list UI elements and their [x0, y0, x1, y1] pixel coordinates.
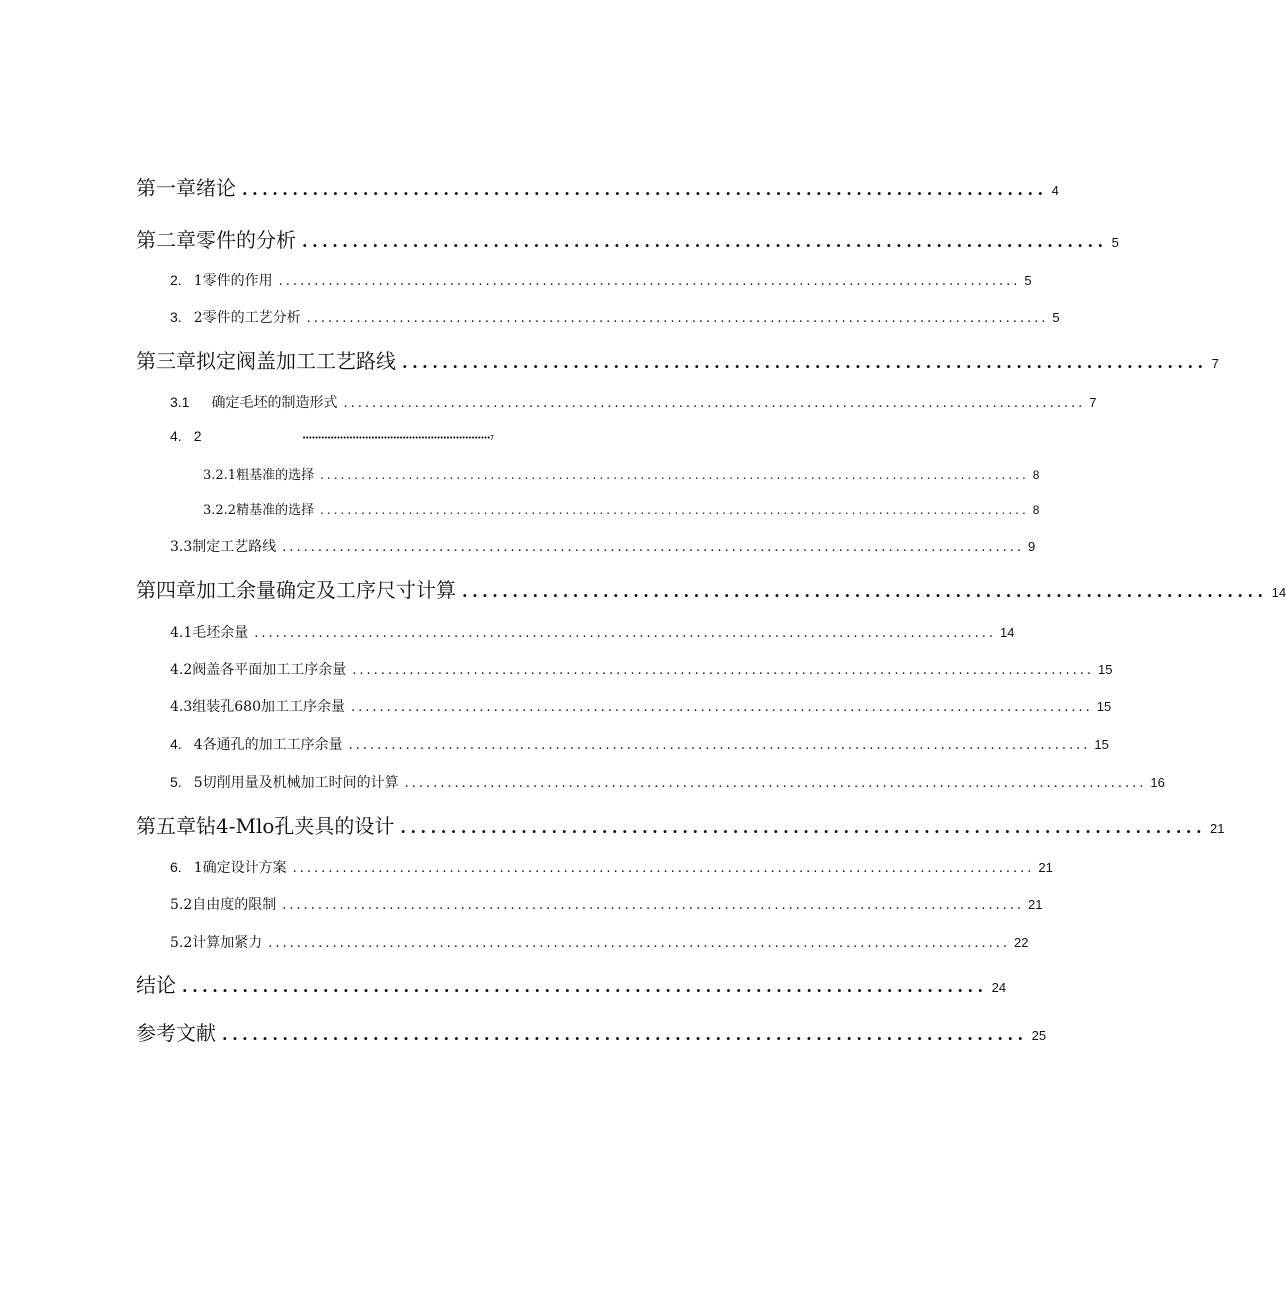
toc-title: 参考文献: [136, 1021, 216, 1045]
toc-chapter-1[interactable]: [136, 172, 1059, 201]
toc-number: 3.: [170, 309, 182, 325]
toc-number: 3.1: [170, 394, 190, 410]
toc-number: 4.: [170, 736, 182, 752]
garbled-dot-leader: ••••••••••••••••••••••••••••••••••••••••••••••••••••••••••••7: [302, 434, 494, 442]
toc-title-text: 5切削用量及机械加工时间的计算: [193, 775, 399, 791]
toc-title-text: 1确定设计方案: [193, 860, 287, 876]
dot-leader: ........................................................................................................: [343, 396, 1086, 411]
toc-title-text: 4各通孔的加工工序余量: [193, 737, 343, 753]
toc-page-number: 5: [1024, 273, 1032, 288]
toc-title: 结论: [136, 973, 176, 997]
toc-chapter-5[interactable]: [136, 810, 1225, 839]
toc-number: 5.: [170, 774, 182, 790]
toc-page-number: 25: [1031, 1028, 1047, 1043]
toc-section-2-1[interactable]: [170, 270, 1032, 290]
toc-section-5-3[interactable]: [170, 932, 1029, 952]
toc-page-number: 21: [1028, 897, 1043, 912]
toc-page-number: 5: [1111, 235, 1119, 250]
toc-subsection-3-2-2[interactable]: [203, 499, 1040, 518]
toc-page-number: 24: [991, 980, 1007, 995]
toc-section-4-5[interactable]: [170, 772, 1165, 792]
toc-number: 6.: [170, 859, 182, 875]
toc-chapter-3[interactable]: [136, 345, 1219, 374]
dot-leader: ........................................................................................................: [351, 700, 1093, 715]
dot-leader: ........................................................................................................: [352, 663, 1095, 678]
toc-title: 3.2.1粗基准的选择: [203, 468, 315, 483]
toc-section-5-2[interactable]: [170, 894, 1043, 914]
toc-page-number: 9: [1028, 539, 1036, 554]
toc-section-4-4[interactable]: [170, 734, 1109, 754]
dot-leader: ................................................................................: [242, 180, 1048, 199]
toc-title: [170, 392, 337, 412]
toc-subsection-3-2-1[interactable]: [203, 464, 1040, 483]
dot-leader: ........................................................................................................: [292, 861, 1035, 876]
toc-title: 5.2计算加紧力: [170, 935, 263, 951]
toc-title: [170, 857, 287, 877]
dot-leader: ................................................................................: [400, 818, 1207, 837]
toc-section-4-3[interactable]: [170, 696, 1112, 716]
toc-title: [170, 270, 273, 290]
toc-chapter-4[interactable]: [136, 574, 1286, 603]
toc-section-3-2[interactable]: [170, 428, 494, 445]
toc-page-number: 15: [1096, 699, 1112, 714]
dot-leader: ........................................................................................................: [268, 936, 1011, 951]
toc-title: 4.2阀盖各平面加工工序余量: [170, 662, 347, 678]
toc-page-number: 15: [1094, 737, 1109, 752]
toc-title: 4.3组装孔680加工工序余量: [170, 699, 345, 715]
toc-title: 第四章加工余量确定及工序尺寸计算: [136, 578, 456, 602]
toc-title-text: 确定毛坯的制造形式: [211, 395, 338, 411]
toc-page-number: 21: [1210, 821, 1225, 836]
dot-leader: ........................................................................................................: [320, 503, 1029, 517]
toc-section-3-1[interactable]: [170, 392, 1097, 412]
toc-page-number: 8: [1032, 503, 1040, 517]
toc-title: 4.1毛坯余量: [170, 625, 249, 641]
toc-title-text: 1零件的作用: [193, 273, 273, 289]
toc-chapter-2[interactable]: [136, 224, 1119, 253]
toc-section-5-1[interactable]: [170, 857, 1053, 877]
toc-page-number: 16: [1150, 775, 1165, 790]
toc-page-number: 4: [1051, 183, 1059, 198]
toc-title: 第一章绪论: [136, 176, 236, 200]
toc-number: 2.: [170, 272, 182, 288]
toc-title: 第三章拟定阀盖加工工艺路线: [136, 349, 396, 373]
dot-leader: ........................................................................................................: [404, 776, 1147, 791]
toc-page-number: 14: [1000, 625, 1015, 640]
dot-leader: ................................................................................: [182, 977, 988, 996]
toc-title: 第二章零件的分析: [136, 228, 296, 252]
toc-page-number: 15: [1098, 662, 1113, 677]
toc-references[interactable]: [136, 1017, 1047, 1046]
toc-section-4-1[interactable]: [170, 622, 1015, 642]
toc-number: 4.: [170, 428, 182, 444]
toc-section-4-2[interactable]: [170, 659, 1113, 679]
dot-leader: ........................................................................................................: [282, 540, 1025, 555]
toc-conclusion[interactable]: [136, 969, 1007, 998]
toc-page-number: 22: [1014, 935, 1029, 950]
toc-page-number: 7: [1089, 395, 1097, 410]
toc-title: [170, 772, 399, 792]
toc-page-number: 8: [1032, 468, 1040, 482]
toc-title: 第五章钻4-Mlo孔夹具的设计: [136, 814, 395, 838]
dot-leader: ........................................................................................................: [254, 626, 997, 641]
toc-page-number: 21: [1038, 860, 1053, 875]
dot-leader: ................................................................................: [402, 353, 1208, 372]
dot-leader: ................................................................................: [302, 232, 1108, 251]
dot-leader: ................................................................................: [462, 582, 1268, 601]
dot-leader: ........................................................................................................: [278, 274, 1021, 289]
dot-leader: ........................................................................................................: [320, 468, 1029, 482]
toc-title: 3.2.2精基准的选择: [203, 503, 315, 518]
dot-leader: ........................................................................................................: [306, 311, 1049, 326]
toc-title-text: 2零件的工艺分析: [193, 310, 301, 326]
dot-leader: ................................................................................: [222, 1025, 1028, 1044]
toc-section-3-3[interactable]: [170, 536, 1036, 556]
dot-leader: ........................................................................................................: [282, 898, 1025, 913]
toc-page-number: 5: [1052, 310, 1060, 325]
toc-page-number: 7: [1211, 356, 1219, 371]
toc-title: 3.3制定工艺路线: [170, 539, 277, 555]
toc-title-text: 2: [193, 428, 202, 444]
dot-leader: ........................................................................................................: [348, 738, 1091, 753]
toc-section-2-2[interactable]: [170, 307, 1060, 327]
toc-title: [170, 734, 343, 754]
toc-title: [170, 307, 301, 327]
toc-title: 5.2自由度的限制: [170, 897, 277, 913]
toc-page-number: 14: [1271, 585, 1286, 600]
